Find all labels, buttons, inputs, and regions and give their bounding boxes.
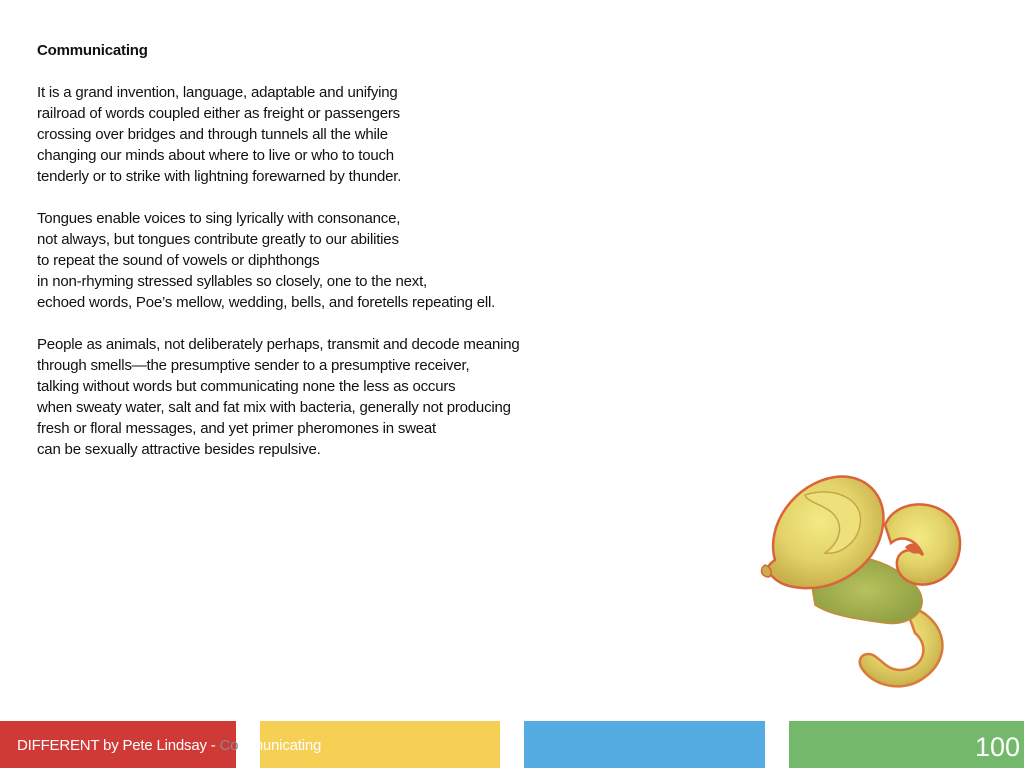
poem-line: crossing over bridges and through tunnels all the while [37,126,388,143]
book-title: DIFFERENT by Pete Lindsay - [17,737,220,754]
poem-line: not always, but tongues contribute greatly to our abilities [37,231,399,248]
poem-line: can be sexually attractive besides repulsive. [37,441,321,458]
poem-line: to repeat the sound of vowels or diphthongs [37,252,320,269]
poem-line: tenderly or to strike with lightning forewarned by thunder. [37,168,402,185]
footer-title [17,721,321,768]
poem-line: talking without words but communicating none the less as occurs [37,378,456,395]
poem-line: through smells—the presumptive sender to a presumptive receiver, [37,357,470,374]
poem-line: when sweaty water, salt and fat mix with bacteria, generally not producing [37,399,511,416]
poem-title: Communicating [37,42,148,59]
poem-line: fresh or floral messages, and yet primer pheromones in sweat [37,420,437,437]
yellow-pepper-icon [755,465,970,697]
section-title-dim: Co [219,737,239,754]
pepper-illustration [755,465,970,697]
poem-line: changing our minds about where to live or who to touch [37,147,394,164]
stanza-2 [37,208,597,313]
stanza-1 [37,82,597,187]
poem [37,40,597,481]
stanza-3 [37,334,597,460]
poem-line: railroad of words coupled either as freight or passengers [37,105,400,122]
poem-line: echoed words, Poe’s mellow, wedding, bells, and foretells repeating ell. [37,294,496,311]
poem-line: It is a grand invention, language, adaptable and unifying [37,84,398,101]
poem-line: People as animals, not deliberately perhaps, transmit and decode meaning [37,336,520,353]
poem-line: Tongues enable voices to sing lyrically with consonance, [37,210,401,227]
footer [0,721,1024,768]
section-title: mmunicating [238,737,322,754]
poem-line: in non-rhyming stressed syllables so closely, one to the next, [37,273,428,290]
footer-bar-blue [524,721,765,768]
page-number: 100 [974,732,1020,762]
